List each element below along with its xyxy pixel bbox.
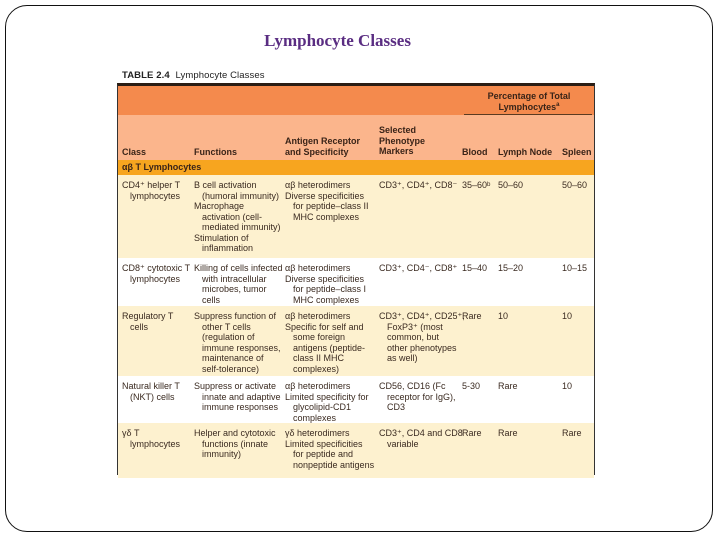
- lymphocyte-classes-table: [117, 83, 595, 475]
- footnote-marker: a: [556, 101, 560, 108]
- cell-spleen: 10: [562, 381, 573, 391]
- cell-class: Regulatory T cells: [122, 311, 174, 332]
- cell-functions: Suppress or activate innate and adaptive immune responses: [194, 381, 281, 412]
- cell-lymph-node: Rare: [498, 381, 518, 391]
- column-header-class: Class: [122, 147, 147, 157]
- cell-spleen: 50–60: [562, 180, 588, 190]
- table-row: [118, 306, 594, 376]
- table-row: [118, 376, 594, 423]
- cell-spleen: Rare: [562, 428, 582, 438]
- cell-antigen: αβ heterodimers Diverse specificities for peptide–class I MHC complexes: [285, 263, 367, 305]
- table-caption-label: TABLE 2.4: [122, 70, 170, 81]
- cell-blood: 5-30: [462, 381, 481, 391]
- cell-antigen: αβ heterodimers Diverse specificities for peptide–class II MHC complexes: [285, 180, 369, 222]
- cell-lymph-node: 15–20: [498, 263, 524, 273]
- cell-spleen: 10–15: [562, 263, 588, 273]
- cell-phenotype: CD3⁺, CD4⁺, CD25⁺, FoxP3⁺ (most common, but other phenotypes as well): [379, 311, 465, 363]
- cell-phenotype: CD3⁺, CD4 and CD8 variable: [379, 428, 463, 449]
- cell-antigen: γδ heterodimers Limited specificities for peptide and nonpeptide antigens: [285, 428, 375, 470]
- table-row: [118, 423, 594, 478]
- column-header-blood: Blood: [462, 147, 488, 157]
- section-label: αβ T Lymphocytes: [122, 162, 202, 172]
- cell-blood: 35–60ᵇ: [462, 180, 491, 190]
- cell-class: γδ T lymphocytes: [122, 428, 181, 449]
- cell-functions: B cell activation (humoral immunity) Macrophage activation (cell- mediated immunity) Stimulation of inflammation: [194, 180, 281, 253]
- column-header-phenotype: Selected Phenotype Markers: [379, 125, 426, 156]
- cell-lymph-node: Rare: [498, 428, 518, 438]
- column-header-lymph-node: Lymph Node: [498, 147, 553, 157]
- cell-blood: Rare: [462, 428, 482, 438]
- cell-lymph-node: 50–60: [498, 180, 524, 190]
- cell-phenotype: CD3⁺, CD4⁻, CD8⁺: [379, 263, 458, 273]
- cell-functions: Suppress function of other T cells (regulation of immune responses, maintenance of self-tolerance): [194, 311, 281, 374]
- table-caption: [122, 70, 265, 81]
- column-header-spleen: Spleen: [562, 147, 592, 157]
- cell-class: CD4⁺ helper T lymphocytes: [122, 180, 181, 201]
- percentage-group-rule: [464, 114, 592, 115]
- cell-blood: 15–40: [462, 263, 488, 273]
- table-row: [118, 258, 594, 306]
- column-header-functions: Functions: [194, 147, 237, 157]
- section-row: [118, 160, 594, 175]
- cell-phenotype: CD56, CD16 (Fc receptor for IgG), CD3: [379, 381, 456, 412]
- cell-antigen: αβ heterodimers Limited specificity for glycolipid-CD1 complexes: [285, 381, 369, 423]
- percentage-group-header: Percentage of Total Lymphocytes$^a$: [487, 91, 571, 112]
- column-header-antigen: Antigen Receptor and Specificity: [285, 136, 361, 157]
- cell-blood: Rare: [462, 311, 482, 321]
- cell-class: CD8⁺ cytotoxic T lymphocytes: [122, 263, 191, 284]
- cell-functions: Killing of cells infected with intracellular microbes, tumor cells: [194, 263, 283, 305]
- cell-spleen: 10: [562, 311, 573, 321]
- cell-antigen: αβ heterodimers Specific for self and some foreign antigens (peptide- class II MHC complexes): [285, 311, 366, 374]
- cell-functions: Helper and cytotoxic functions (innate immunity): [194, 428, 276, 459]
- table-caption-text: Lymphocyte Classes: [175, 70, 265, 81]
- slide-title: Lymphocyte Classes: [264, 31, 411, 50]
- cell-lymph-node: 10: [498, 311, 509, 321]
- cell-phenotype: CD3⁺, CD4⁺, CD8⁻: [379, 180, 458, 190]
- cell-class: Natural killer T (NKT) cells: [122, 381, 180, 402]
- table-row: [118, 175, 594, 258]
